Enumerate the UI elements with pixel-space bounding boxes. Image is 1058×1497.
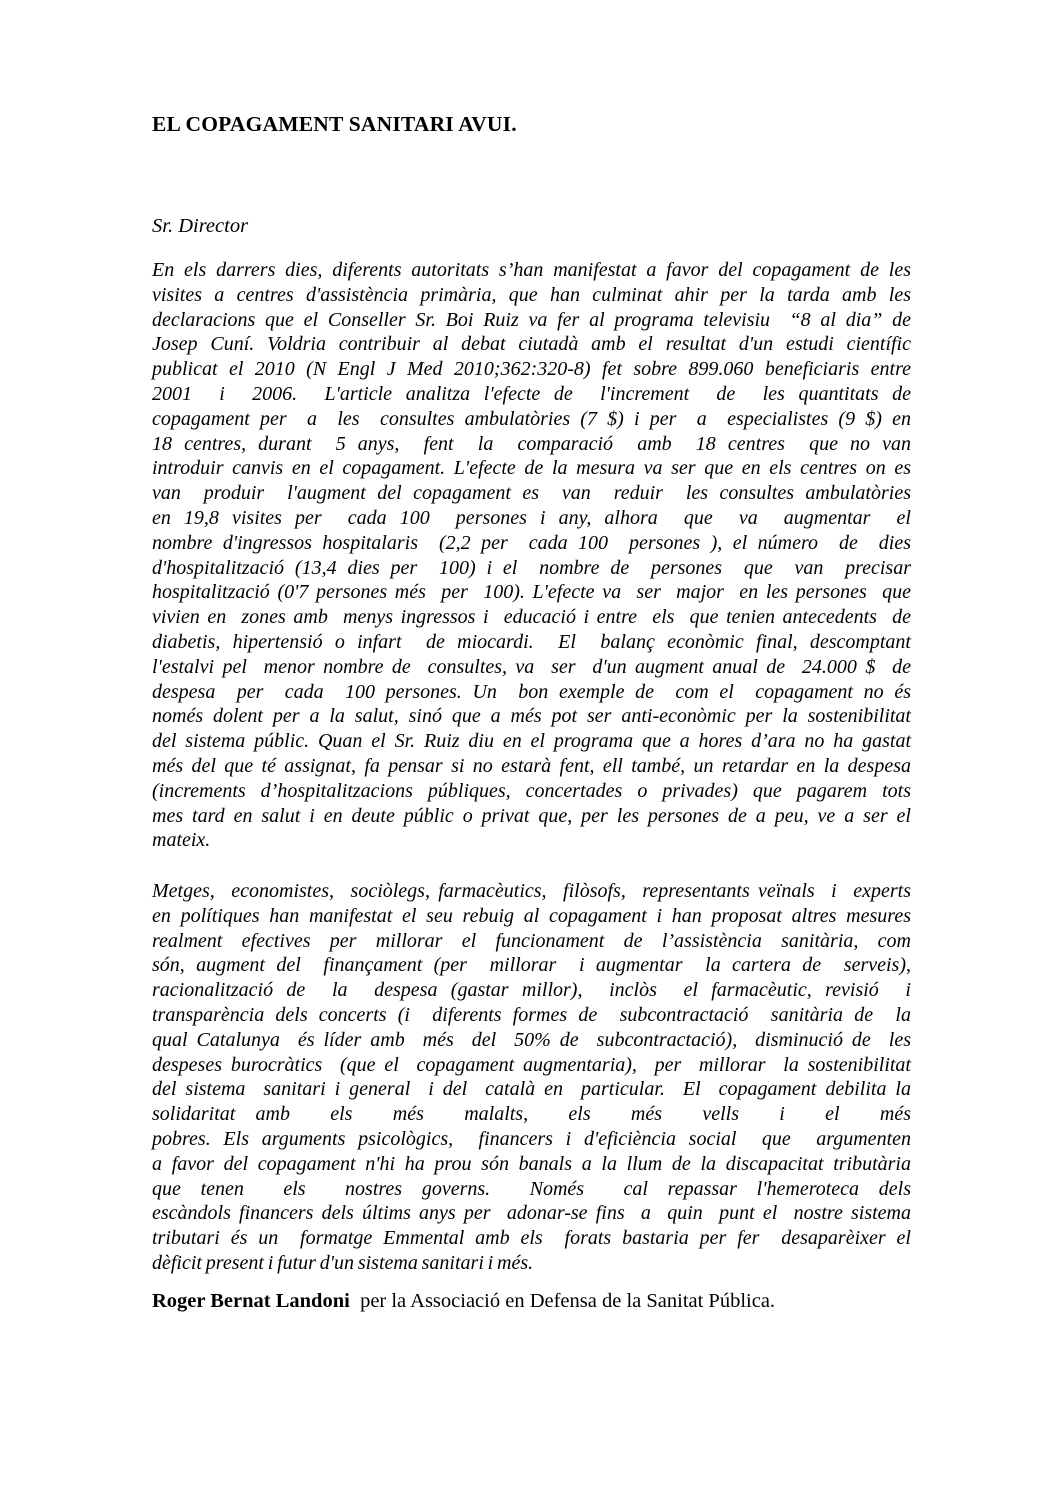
text-line: mateix. (152, 829, 211, 852)
text-line: pobres. Els arguments psicològics, financers i d'eficiència social que argumenten (152, 1127, 911, 1150)
signature-line (152, 1289, 952, 1314)
text-line: d'hospitalització (13,4 dies per 100) i el nombre de persones que van precisar (152, 556, 911, 579)
salutation: Sr. Director (152, 215, 249, 237)
text-line: Josep Cuní. Voldria contribuir al debat ciutadà amb el resultat d'un estudi científic (152, 333, 911, 356)
text-line: hospitalització (0'7 persones més per 100). L'efecte va ser major en les persones que (152, 581, 911, 604)
text-line: copagament per a les consultes ambulatòries (7 $) i per a especialistes (9 $) en (152, 407, 911, 430)
text-line: mes tard en salut i en deute públic o privat que, per les persones de a peu, ve a ser el (152, 804, 911, 827)
text-line: introduir canvis en el copagament. L'efecte de la mesura va ser que en els centres on es (152, 457, 911, 480)
text-line: són, augment del finançament (per millorar i augmentar la cartera de serveis), (152, 954, 911, 977)
paragraph-2 (152, 879, 911, 1276)
text-line: declaracions que el Conseller Sr. Boi Ruiz va fer al programa televisiu “8 al dia” de (152, 308, 911, 331)
text-line: Metges, economistes, sociòlegs, farmacèutics, filòsofs, representants veïnals i experts (152, 880, 911, 902)
text-line: publicat el 2010 (N Engl J Med 2010;362:320-8) fet sobre 899.060 beneficiaris entre (152, 358, 911, 381)
text-line: solidaritat amb els més malalts, els més vells i el més (152, 1103, 911, 1126)
text-line: (increments d’hospitalitzacions públiques, concertades o privades) que pagarem tots (152, 779, 911, 802)
text-line: vivien en zones amb menys ingressos i educació i entre els que tenien antecedents de (152, 606, 911, 629)
text-line: qual Catalunya és líder amb més del 50% de subcontractació), disminució de les (152, 1028, 911, 1051)
text-line: visites a centres d'assistència primària, que han culminat ahir per la tarda amb les (152, 283, 911, 306)
text-line: despeses burocràtics (que el copagament augmentaria), per millorar la sostenibilitat (152, 1053, 911, 1076)
text-line: l'estalvi pel menor nombre de consultes, va ser d'un augment anual de 24.000 $ de (152, 655, 911, 678)
text-line: realment efectives per millorar el funcionament de l’assistència sanitària, com (152, 929, 911, 952)
paragraph-1 (152, 258, 911, 853)
document-title: EL COPAGAMENT SANITARI AVUI. (152, 112, 517, 136)
text-line: del sistema sanitari i general i del català en particular. El copagament debilita la (152, 1078, 911, 1101)
text-line: despesa per cada 100 persones. Un bon exemple de com el copagament no és (152, 680, 911, 703)
text-line: racionalització de la despesa (gastar millor), inclòs el farmacèutic, revisió i (152, 979, 911, 1002)
text-line: a favor del copagament n'hi ha prou són banals a la llum de la discapacitat tributària (152, 1152, 911, 1175)
text-line: només dolent per a la salut, sinó que a més pot ser anti-econòmic per la sostenibilitat (152, 705, 911, 728)
text-line: en polítiques han manifestat el seu rebuig al copagament i han proposat altres mesures (152, 904, 911, 927)
text-line: més del que té assignat, fa pensar si no estarà fent, ell també, un retardar en la despesa (152, 754, 911, 777)
signature-text: per la Associació en Defensa de la Sanitat Pública. (349, 1290, 776, 1312)
text-line: nombre d'ingressos hospitalaris (2,2 per cada 100 persones ), el número de dies (152, 531, 911, 554)
text-line: en 19,8 visites per cada 100 persones i any, alhora que va augmentar el (152, 506, 911, 529)
text-line: En els darrers dies, diferents autoritats s’han manifestat a favor del copagament de les (152, 259, 911, 281)
text-line: tributari és un formatge Emmental amb els forats bastaria per fer desaparèixer el (152, 1227, 911, 1250)
text-line: escàndols financers dels últims anys per adonar-se fins a quin punt el nostre sistema (152, 1202, 911, 1225)
text-line: del sistema públic. Quan el Sr. Ruiz diu en el programa que a hores d’ara no ha gastat (152, 730, 911, 753)
text-line: diabetis, hipertensió o infart de miocardi. El balanç econòmic final, descomptant (152, 630, 911, 653)
text-line: dèficit present i futur d'un sistema sanitari i més. (152, 1251, 534, 1274)
text-line: 2001 i 2006. L'article analitza l'efecte de l'increment de les quantitats de (152, 382, 911, 405)
text-line: 18 centres, durant 5 anys, fent la comparació amb 18 centres que no van (152, 432, 911, 455)
text-line: que tenen els nostres governs. Només cal repassar l'hemeroteca dels (152, 1177, 911, 1200)
signature-name: Roger Bernat Landoni (152, 1290, 350, 1312)
text-line: van produir l'augment del copagament es van reduir les consultes ambulatòries (152, 482, 911, 505)
text-line: transparència dels concerts (i diferents formes de subcontractació sanitària de la (152, 1003, 911, 1026)
